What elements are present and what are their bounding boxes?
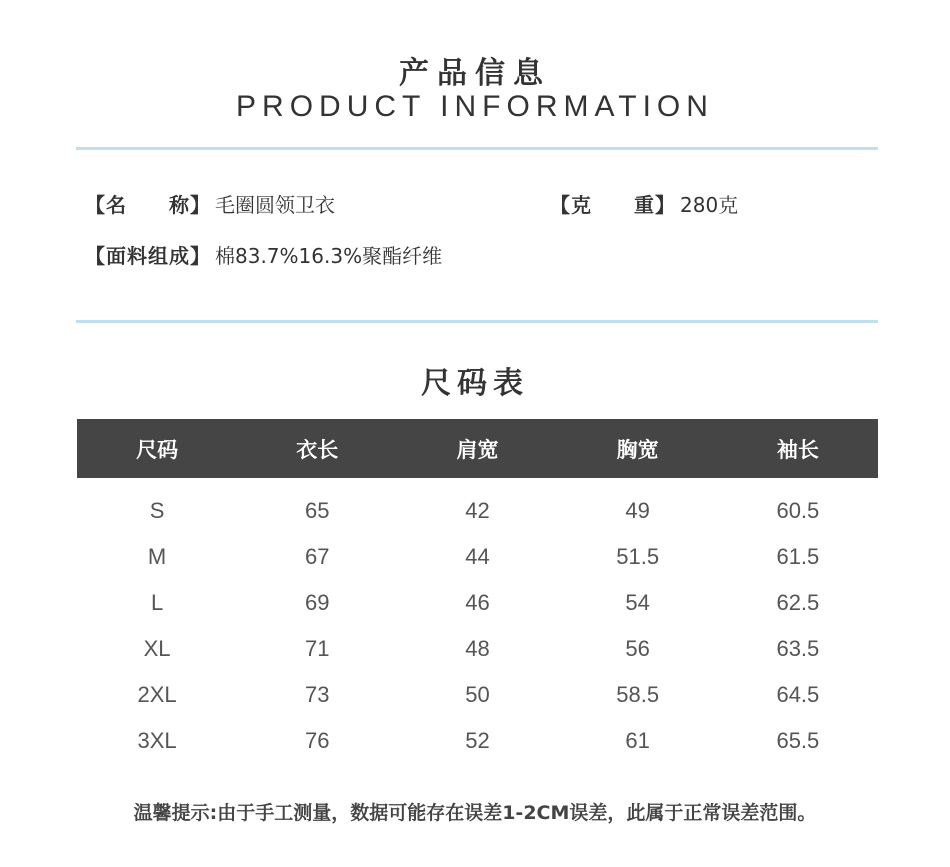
fabric-label: 【面料组成】 [85,244,211,268]
table-cell: 61 [625,728,650,753]
info-fabric-row [85,240,442,269]
top-divider [76,147,878,150]
table-cell: 56 [625,636,650,661]
header-shoulder: 肩宽 [397,419,557,478]
table-row [77,626,878,672]
info-name-row [85,189,335,218]
size-table [77,419,878,764]
table-cell: 65.5 [776,728,820,753]
measurement-note: 温馨提示:由于手工测量，数据可能存在误差1-2CM误差，此属于正常误差范围。 [133,802,817,824]
table-cell: 63.5 [776,636,820,661]
table-cell: 60.5 [776,498,820,523]
table-cell: 54 [625,590,650,615]
size-chart-title: 尺码表 [421,366,529,401]
page-title-cn: 产品信息 [399,56,551,91]
info-weight-row [550,189,738,218]
size-table-header-row [77,419,878,478]
table-cell: XL [143,636,171,661]
middle-divider [76,320,878,323]
table-cell: 42 [465,498,490,523]
table-cell: 73 [305,682,330,707]
table-row [77,478,878,534]
header-length: 衣长 [237,419,397,478]
page-title-en: PRODUCT INFORMATION [236,90,714,123]
table-cell: M [147,544,167,569]
weight-label: 【克 重】 [550,193,676,217]
table-cell: 65 [305,498,330,523]
table-row [77,580,878,626]
table-cell: 76 [305,728,330,753]
table-cell: 71 [305,636,330,661]
table-cell: 52 [465,728,490,753]
table-cell: 69 [305,590,330,615]
table-row [77,672,878,718]
weight-value: 280克 [680,193,739,217]
table-cell: 58.5 [616,682,660,707]
table-cell: 48 [465,636,490,661]
table-cell: 64.5 [776,682,820,707]
table-row [77,534,878,580]
table-cell: 44 [465,544,490,569]
name-value: 毛圈圆领卫衣 [215,193,335,217]
table-cell: 62.5 [776,590,820,615]
table-cell: 50 [465,682,490,707]
table-cell: 61.5 [776,544,820,569]
fabric-value: 棉83.7%16.3%聚酯纤维 [215,244,443,268]
table-cell: 51.5 [616,544,660,569]
table-cell: S [149,498,165,523]
header-size: 尺码 [77,419,237,478]
table-cell: 2XL [137,682,177,707]
table-cell: 46 [465,590,490,615]
header-chest: 胸宽 [558,419,718,478]
name-label: 【名 称】 [85,193,211,217]
table-cell: L [150,590,164,615]
table-cell: 67 [305,544,330,569]
table-cell: 49 [625,498,650,523]
header-sleeve: 袖长 [718,419,878,478]
table-cell: 3XL [137,728,177,753]
table-row [77,718,878,764]
